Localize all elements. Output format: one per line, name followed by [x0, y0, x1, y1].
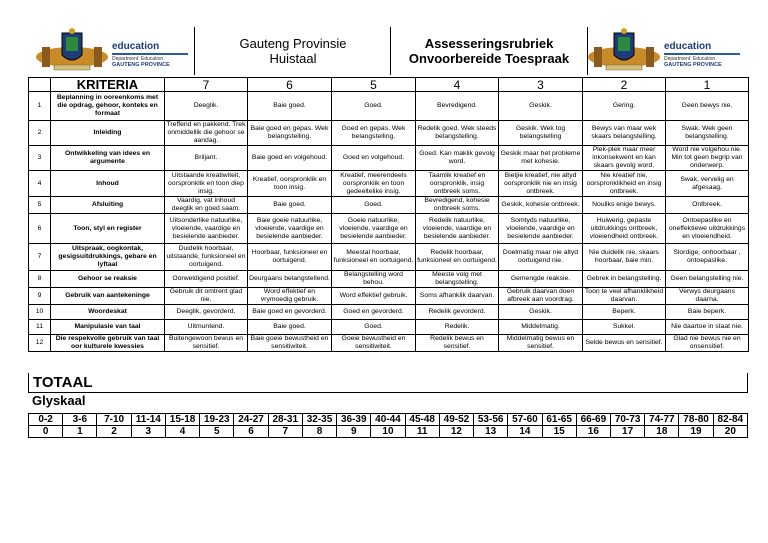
descriptor-cell: Kreatief, meerendeels oorspronklik en toon gedeeltelike insig.: [332, 171, 416, 197]
row-number: 8: [29, 271, 51, 288]
scale-range-cell: 74-77: [645, 414, 679, 426]
descriptor-cell: Briljant.: [165, 146, 248, 171]
descriptor-cell: Goed en gepas. Wek belangstelling.: [332, 121, 416, 146]
language-title: Huistaal: [269, 51, 317, 66]
scale-mark-cell: 0: [29, 426, 63, 438]
descriptor-cell: Somtyds natuurlike, vloeiende, vaardige en besielende aanbieder.: [499, 214, 583, 244]
row-number: 11: [29, 320, 51, 335]
wordmark-divider: [112, 53, 188, 55]
scale-mark-cell: 11: [405, 426, 439, 438]
descriptor-cell: Redelik bewus en sensitief.: [416, 335, 499, 352]
header-province-box: [194, 27, 391, 75]
row-number: 2: [29, 121, 51, 146]
descriptor-cell: Bevredigend, kohesie ontbreek soms.: [416, 197, 499, 214]
scale-mark-cell: 9: [337, 426, 371, 438]
education-wordmark: [112, 41, 188, 69]
row-number: 7: [29, 244, 51, 271]
rubric-row: [29, 288, 749, 305]
descriptor-cell: Redelik gevorderd.: [416, 305, 499, 320]
descriptor-cell: Ontoepaslike en oneffektiewe uitdrukkings en vloeiendheid.: [666, 214, 749, 244]
descriptor-cell: Soms afhanklik daarvan.: [416, 288, 499, 305]
descriptor-cell: Deeglik.: [165, 92, 248, 121]
descriptor-cell: Middelmatig.: [499, 320, 583, 335]
descriptor-cell: Baie goed.: [248, 320, 332, 335]
descriptor-cell: Redelik natuurlike, vloeiende, vaardige en besielende aanbieder.: [416, 214, 499, 244]
scale-range-cell: 0-2: [29, 414, 63, 426]
descriptor-cell: Nie daartoe in staat nie.: [666, 320, 749, 335]
descriptor-cell: Hoorbaar, funksioneel en oortuigend.: [248, 244, 332, 271]
row-number: 9: [29, 288, 51, 305]
rubric-subtitle: Onvoorbereide Toespraak: [408, 51, 570, 66]
descriptor-cell: Nie duidelik nie, skaars hoorbaar, baie min.: [583, 244, 666, 271]
rubric-header-row: [29, 78, 749, 92]
rubric-table: [28, 77, 749, 352]
row-number: 12: [29, 335, 51, 352]
descriptor-cell: Baie goed.: [248, 92, 332, 121]
scale-mark-cell: 7: [268, 426, 302, 438]
scale-range-cell: 57-60: [508, 414, 542, 426]
scale-mark-cell: 14: [508, 426, 542, 438]
scale-range-cell: 24-27: [234, 414, 268, 426]
level-header: 5: [332, 78, 416, 92]
descriptor-cell: Slordige, onhoorbaar , ontoepaslike.: [666, 244, 749, 271]
scale-range-cell: 53-56: [474, 414, 508, 426]
education-province: GAUTENG PROVINCE: [664, 62, 722, 68]
scale-mark-cell: 13: [474, 426, 508, 438]
descriptor-cell: Treffend en pakkend. Trek onmiddellik die gehoor se aandag.: [165, 121, 248, 146]
scale-range-cell: 36-39: [337, 414, 371, 426]
descriptor-cell: Gebruik daarvan doen afbreek aan voordrag.: [499, 288, 583, 305]
scale-range-cell: 19-23: [200, 414, 234, 426]
descriptor-cell: Selde bewus en sensitief.: [583, 335, 666, 352]
criterion-name: Gebruik van aantekeninge: [51, 288, 165, 305]
scale-range-cell: 45-48: [405, 414, 439, 426]
descriptor-cell: Redelik goed. Wek steeds belangstelling.: [416, 121, 499, 146]
descriptor-cell: Goed.: [332, 197, 416, 214]
education-title: education: [112, 41, 160, 52]
descriptor-cell: Goed.: [332, 320, 416, 335]
scale-range-cell: 49-52: [439, 414, 473, 426]
rubric-row: [29, 335, 749, 352]
criterion-name: Inleiding: [51, 121, 165, 146]
scale-range-cell: 70-73: [610, 414, 644, 426]
level-header: 7: [165, 78, 248, 92]
descriptor-cell: Bietjie kreatief, nie altyd oorspronklik nie en insig ontbreek.: [499, 171, 583, 197]
rubric-row: [29, 244, 749, 271]
total-label: TOTAAL: [28, 373, 748, 393]
province-title: Gauteng Provinsie: [239, 36, 347, 51]
criterion-name: Woordeskat: [51, 305, 165, 320]
descriptor-cell: Redelik.: [416, 320, 499, 335]
descriptor-cell: Kreatief, oorspronklik en toon insig.: [248, 171, 332, 197]
scale-title: Glyskaal: [32, 393, 86, 408]
descriptor-cell: Geen belangstelling nie.: [666, 271, 749, 288]
scale-ranges-row: [29, 414, 748, 426]
descriptor-cell: Ontbreek.: [666, 197, 749, 214]
descriptor-cell: Belangstelling word behou.: [332, 271, 416, 288]
descriptor-cell: Geen bewys nie.: [666, 92, 749, 121]
descriptor-cell: Baie goeie natuurlike, vloeiende, vaardige en besielende aanbieder.: [248, 214, 332, 244]
descriptor-cell: Huiwerig, gepaste uitdrukkings ontbreek, vloeiendheid ontbreek.: [583, 214, 666, 244]
descriptor-cell: Redelik hoorbaar, funksioneel en oortuigend.: [416, 244, 499, 271]
descriptor-cell: Goed. Kan maklik gevolg word.: [416, 146, 499, 171]
descriptor-cell: Baie beperk.: [666, 305, 749, 320]
criterion-name: Manipulasie van taal: [51, 320, 165, 335]
scale-marks-row: [29, 426, 748, 438]
gauteng-education-logo-left: [32, 27, 187, 75]
scale-mark-cell: 10: [371, 426, 405, 438]
descriptor-cell: Deeglik, gevorderd.: [165, 305, 248, 320]
scale-range-cell: 61-65: [542, 414, 576, 426]
scale-mark-cell: 5: [200, 426, 234, 438]
document-header: [28, 25, 748, 77]
scale-mark-cell: 16: [576, 426, 610, 438]
header-rubric-box: [390, 27, 588, 75]
descriptor-cell: Sukkel.: [583, 320, 666, 335]
scale-mark-cell: 8: [302, 426, 336, 438]
descriptor-cell: Glad nie bewus nie en onsensitief.: [666, 335, 749, 352]
criterion-name: Ontwikkeling van idees en argumente: [51, 146, 165, 171]
scale-mark-cell: 1: [63, 426, 97, 438]
gauteng-education-logo-right: [584, 27, 739, 75]
descriptor-cell: Doelmatig maar nie altyd oortuigend nie.: [499, 244, 583, 271]
descriptor-cell: Baie goeie bewustheid en sensitiwiteit.: [248, 335, 332, 352]
criterion-name: Toon, styl en register: [51, 214, 165, 244]
level-header: 3: [499, 78, 583, 92]
criterion-name: Afsluiting: [51, 197, 165, 214]
criteria-header: KRITERIA: [51, 78, 165, 92]
education-subtitle: Department: Education: [664, 56, 716, 62]
descriptor-cell: Nouliks enige bewys.: [583, 197, 666, 214]
criterion-name: Uitspraak, oogkontak, gesigsuitdrukkings, gebare en lyftaal: [51, 244, 165, 271]
level-header: 1: [666, 78, 749, 92]
row-number: 10: [29, 305, 51, 320]
descriptor-cell: Goed en volgehoud.: [332, 146, 416, 171]
level-header: 6: [248, 78, 332, 92]
scale-mark-cell: 15: [542, 426, 576, 438]
wordmark-divider: [664, 53, 740, 55]
descriptor-cell: Gebrek in belangstelling.: [583, 271, 666, 288]
scale-range-cell: 15-18: [165, 414, 199, 426]
rubric-row: [29, 214, 749, 244]
descriptor-cell: Word effektief gebruik.: [332, 288, 416, 305]
scale-range-cell: 78-80: [679, 414, 713, 426]
descriptor-cell: Uitstaande kreatiwiteit, oorspronklik en toon diep insig.: [165, 171, 248, 197]
descriptor-cell: Baie goed en volgehoud.: [248, 146, 332, 171]
education-province: GAUTENG PROVINCE: [112, 62, 170, 68]
descriptor-cell: Toon te veel afhanklikheid daarvan.: [583, 288, 666, 305]
descriptor-cell: Geskik, kohesie ontbreek.: [499, 197, 583, 214]
scale-range-cell: 40-44: [371, 414, 405, 426]
scale-mark-cell: 18: [645, 426, 679, 438]
rubric-row: [29, 271, 749, 288]
descriptor-cell: Goed.: [332, 92, 416, 121]
descriptor-cell: Gebruik dit omtrent glad nie.: [165, 288, 248, 305]
rubric-row: [29, 197, 749, 214]
scale-mark-cell: 4: [165, 426, 199, 438]
criterion-name: Gehoor se reaksie: [51, 271, 165, 288]
rubric-row: [29, 146, 749, 171]
scale-mark-cell: 3: [131, 426, 165, 438]
level-header: 4: [416, 78, 499, 92]
descriptor-cell: Word effektief en vrymoedig gebruik.: [248, 288, 332, 305]
scale-mark-cell: 6: [234, 426, 268, 438]
rubric-row: [29, 305, 749, 320]
descriptor-cell: Geskik.: [499, 92, 583, 121]
descriptor-cell: Nie kreatief nie, oorspronklikheid en insig ontbreek.: [583, 171, 666, 197]
scale-range-cell: 11-14: [131, 414, 165, 426]
rubric-row: [29, 92, 749, 121]
descriptor-cell: Vaardig, vat inhoud deeglik en goed saam.: [165, 197, 248, 214]
criterion-name: Die respekvolle gebruik van taal oor kulturele kwessies: [51, 335, 165, 352]
row-number: 4: [29, 171, 51, 197]
scale-range-cell: 7-10: [97, 414, 131, 426]
descriptor-cell: Goeie natuurlike, vloeiende, vaardige en besielende aanbieder.: [332, 214, 416, 244]
rubric-row: [29, 320, 749, 335]
scale-mark-cell: 17: [610, 426, 644, 438]
scale-range-cell: 28-31: [268, 414, 302, 426]
descriptor-cell: Middelmatig bewus en sensitief.: [499, 335, 583, 352]
descriptor-cell: Gemengde reaksie.: [499, 271, 583, 288]
descriptor-cell: Baie goed.: [248, 197, 332, 214]
row-number: 1: [29, 92, 51, 121]
descriptor-cell: Verwys deurgaans daarna.: [666, 288, 749, 305]
descriptor-cell: Plek-plek maar meer inkonsekwent en kan skaars gevolg word.: [583, 146, 666, 171]
descriptor-cell: Uitmuntend.: [165, 320, 248, 335]
rubric-title: Assesseringsrubriek: [424, 36, 554, 51]
conversion-scale-table: [28, 413, 748, 438]
descriptor-cell: Bevredigend.: [416, 92, 499, 121]
descriptor-cell: Goeie bewustheid en sensitiwiteit.: [332, 335, 416, 352]
scale-range-cell: 3-6: [63, 414, 97, 426]
descriptor-cell: Uitsonderlike natuurlike, vloeiende, vaardige en besielende aanbieder.: [165, 214, 248, 244]
criterion-name: Inhoud: [51, 171, 165, 197]
descriptor-cell: Geskik. Wek tog belangstelling: [499, 121, 583, 146]
scale-range-cell: 82-84: [713, 414, 747, 426]
scale-range-cell: 32-35: [302, 414, 336, 426]
education-title: education: [664, 41, 712, 52]
header-num-cell: [29, 78, 51, 92]
descriptor-cell: Meestal hoorbaar, funksioneel en oortuigend.: [332, 244, 416, 271]
scale-mark-cell: 20: [713, 426, 747, 438]
coat-of-arms-icon: [32, 27, 112, 75]
descriptor-cell: Baie goed en gepas. Wek belangstelling.: [248, 121, 332, 146]
rubric-body: [29, 92, 749, 352]
descriptor-cell: Word nie volgehou nie. Min tot geen begrip van onderwerp.: [666, 146, 749, 171]
descriptor-cell: Oorweldigend positief.: [165, 271, 248, 288]
descriptor-cell: Baie goed en gevorderd.: [248, 305, 332, 320]
descriptor-cell: Bewys van maar wek skaars belangstelling.: [583, 121, 666, 146]
descriptor-cell: Gering.: [583, 92, 666, 121]
descriptor-cell: Beperk.: [583, 305, 666, 320]
descriptor-cell: Taamlik kreatief en oorspronklik, insig ontbreek soms.: [416, 171, 499, 197]
descriptor-cell: Geskik maar het probleme met kohesie.: [499, 146, 583, 171]
descriptor-cell: Swak, vervelig en afgesaag.: [666, 171, 749, 197]
scale-mark-cell: 2: [97, 426, 131, 438]
level-header: 2: [583, 78, 666, 92]
descriptor-cell: Meeste volg met belangstelling.: [416, 271, 499, 288]
descriptor-cell: Deurgaans belangstellend.: [248, 271, 332, 288]
row-number: 6: [29, 214, 51, 244]
descriptor-cell: Goed en gevorderd.: [332, 305, 416, 320]
rubric-row: [29, 121, 749, 146]
descriptor-cell: Geskik.: [499, 305, 583, 320]
row-number: 3: [29, 146, 51, 171]
scale-range-cell: 66-69: [576, 414, 610, 426]
criterion-name: Beplanning in ooreenkoms met die opdrag, gehoor, konteks en formaat: [51, 92, 165, 121]
row-number: 5: [29, 197, 51, 214]
scale-mark-cell: 19: [679, 426, 713, 438]
descriptor-cell: Buitengewoon bewus en sensitief.: [165, 335, 248, 352]
descriptor-cell: Duidelik hoorbaar, uitstaande, funksioneel en oortuigend.: [165, 244, 248, 271]
coat-of-arms-icon: [584, 27, 664, 75]
descriptor-cell: Swak. Wek geen belangstelling.: [666, 121, 749, 146]
education-subtitle: Department: Education: [112, 56, 164, 62]
scale-mark-cell: 12: [439, 426, 473, 438]
education-wordmark: [664, 41, 740, 69]
rubric-row: [29, 171, 749, 197]
